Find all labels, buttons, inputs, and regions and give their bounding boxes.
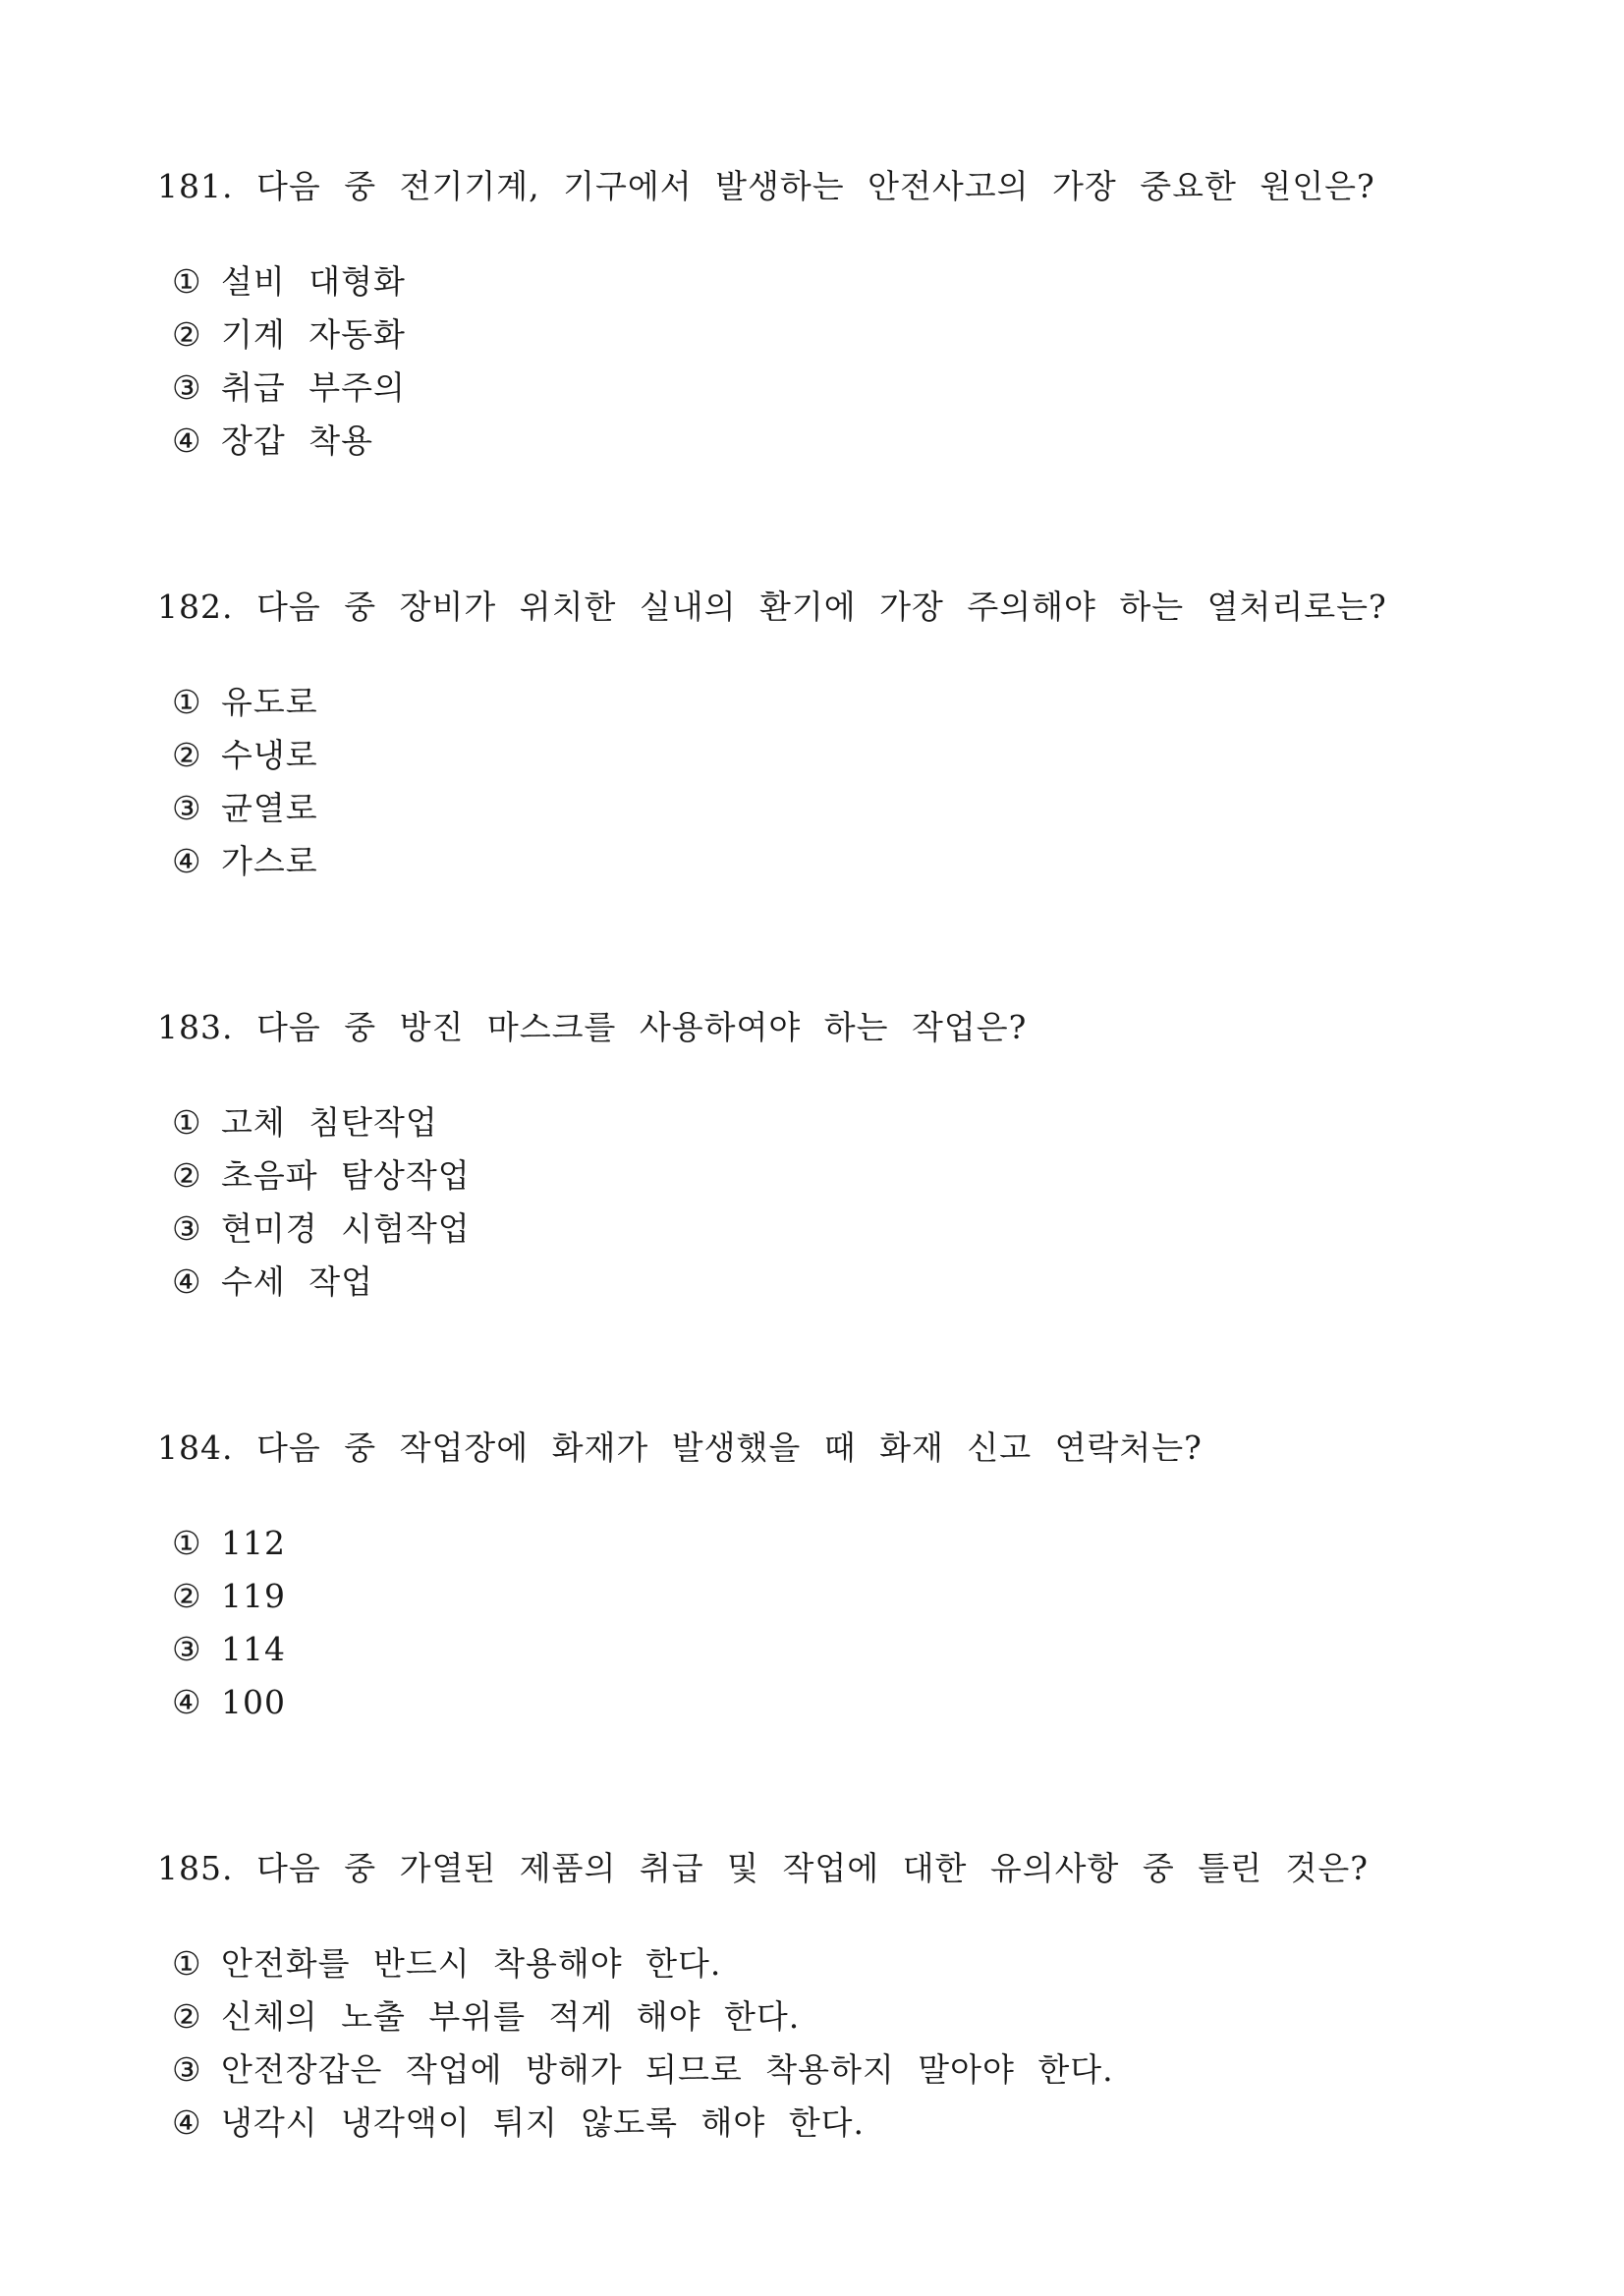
option-text: 균열로 xyxy=(221,789,318,827)
option-item xyxy=(172,835,1474,888)
question-stem xyxy=(157,167,1474,206)
option-marker: ② xyxy=(172,736,202,774)
option-marker: ③ xyxy=(172,1630,202,1668)
option-item xyxy=(172,1203,1474,1256)
option-text: 안전화를 반드시 착용해야 한다. xyxy=(221,1944,722,1983)
option-marker: ② xyxy=(172,1156,202,1195)
option-text: 114 xyxy=(221,1630,286,1668)
option-text: 초음파 탐상작업 xyxy=(221,1156,471,1195)
option-item xyxy=(172,1937,1474,1990)
question-text: 다음 중 장비가 위치한 실내의 환기에 가장 주의해야 하는 열처리로는? xyxy=(255,588,1387,626)
option-text: 기계 자동화 xyxy=(221,315,406,354)
option-text: 현미경 시험작업 xyxy=(221,1209,471,1248)
option-text: 고체 침탄작업 xyxy=(221,1103,438,1142)
option-marker: ② xyxy=(172,315,202,354)
question-text: 다음 중 가열된 제품의 취급 및 작업에 대한 유의사항 중 틀린 것은? xyxy=(255,1849,1369,1887)
option-item xyxy=(172,308,1474,362)
option-item xyxy=(172,415,1474,468)
option-item xyxy=(172,1149,1474,1203)
option-item xyxy=(172,782,1474,835)
option-marker: ① xyxy=(172,1524,202,1562)
question-182 xyxy=(157,588,1474,888)
option-item xyxy=(172,1623,1474,1676)
option-list xyxy=(157,676,1474,888)
question-184 xyxy=(157,1428,1474,1729)
option-text: 119 xyxy=(221,1577,286,1615)
option-list xyxy=(157,255,1474,468)
option-marker: ③ xyxy=(172,1209,202,1248)
option-item xyxy=(172,1676,1474,1729)
option-item xyxy=(172,362,1474,415)
option-list xyxy=(157,1937,1474,2150)
question-number: 182. xyxy=(157,588,234,626)
option-list xyxy=(157,1096,1474,1309)
question-number: 184. xyxy=(157,1428,234,1467)
question-number: 185. xyxy=(157,1849,234,1887)
option-item xyxy=(172,2097,1474,2150)
option-text: 유도로 xyxy=(221,683,318,721)
option-text: 수냉로 xyxy=(221,736,318,774)
option-item xyxy=(172,2044,1474,2097)
option-marker: ③ xyxy=(172,368,202,407)
option-item xyxy=(172,1570,1474,1623)
option-text: 장갑 착용 xyxy=(221,421,374,460)
option-text: 냉각시 냉각액이 튀지 않도록 해야 한다. xyxy=(221,2103,865,2142)
option-text: 112 xyxy=(221,1524,286,1562)
option-marker: ④ xyxy=(172,421,202,460)
question-181 xyxy=(157,167,1474,468)
option-marker: ④ xyxy=(172,2103,202,2142)
question-185 xyxy=(157,1849,1474,2150)
question-text: 다음 중 방진 마스크를 사용하여야 하는 작업은? xyxy=(255,1008,1028,1046)
option-marker: ① xyxy=(172,1103,202,1142)
option-text: 수세 작업 xyxy=(221,1262,374,1301)
option-marker: ③ xyxy=(172,2050,202,2089)
option-text: 취급 부주의 xyxy=(221,368,406,407)
question-number: 183. xyxy=(157,1008,234,1046)
option-item xyxy=(172,676,1474,729)
question-183 xyxy=(157,1008,1474,1309)
option-text: 안전장갑은 작업에 방해가 되므로 착용하지 말아야 한다. xyxy=(221,2050,1114,2089)
option-marker: ① xyxy=(172,262,202,301)
question-stem xyxy=(157,1849,1474,1888)
option-text: 가스로 xyxy=(221,842,318,880)
question-stem xyxy=(157,1428,1474,1468)
option-item xyxy=(172,1256,1474,1309)
option-marker: ① xyxy=(172,1944,202,1983)
question-text: 다음 중 작업장에 화재가 발생했을 때 화재 신고 연락처는? xyxy=(255,1428,1203,1467)
option-item xyxy=(172,1517,1474,1570)
option-marker: ② xyxy=(172,1577,202,1615)
option-text: 신체의 노출 부위를 적게 해야 한다. xyxy=(221,1997,801,2036)
option-marker: ④ xyxy=(172,842,202,880)
option-list xyxy=(157,1517,1474,1729)
question-stem xyxy=(157,588,1474,627)
option-marker: ③ xyxy=(172,789,202,827)
question-number: 181. xyxy=(157,167,234,205)
option-item xyxy=(172,729,1474,782)
option-marker: ④ xyxy=(172,1262,202,1301)
question-stem xyxy=(157,1008,1474,1047)
option-marker: ④ xyxy=(172,1683,202,1721)
option-item xyxy=(172,255,1474,308)
option-text: 100 xyxy=(221,1683,286,1721)
question-text: 다음 중 전기기계, 기구에서 발생하는 안전사고의 가장 중요한 원인은? xyxy=(255,167,1375,205)
option-marker: ① xyxy=(172,683,202,721)
option-item xyxy=(172,1096,1474,1149)
option-item xyxy=(172,1990,1474,2044)
option-text: 설비 대형화 xyxy=(221,262,406,301)
option-marker: ② xyxy=(172,1997,202,2036)
